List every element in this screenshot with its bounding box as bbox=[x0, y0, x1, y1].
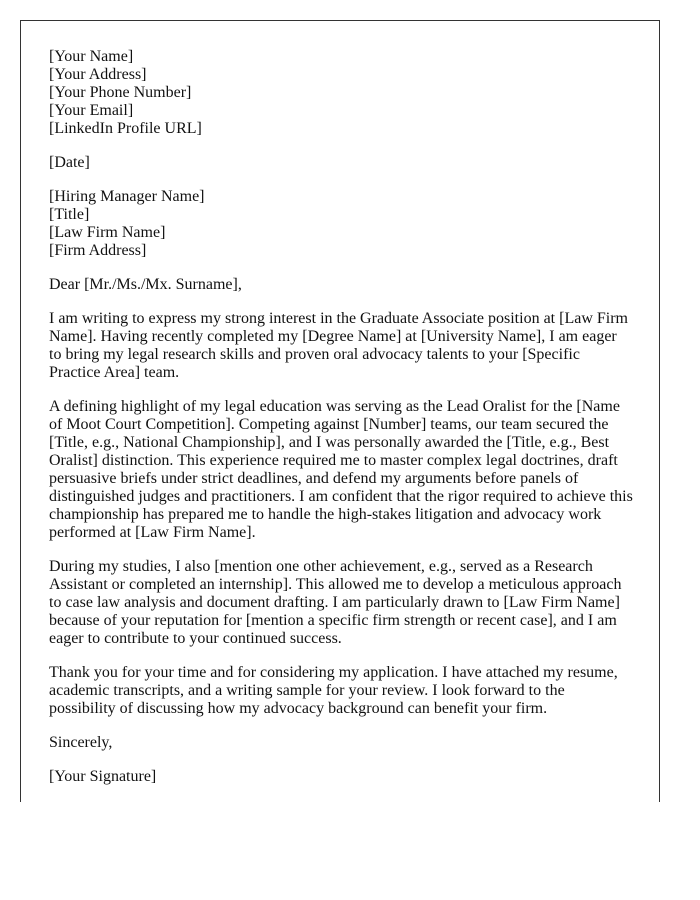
paragraph-line: persuasive briefs under strict deadlines, and defend my arguments before panels of bbox=[49, 470, 579, 487]
paragraph-line: academic transcripts, and a writing sample for your review. I look forward to the bbox=[49, 682, 565, 699]
date-block bbox=[49, 154, 635, 172]
paragraph-line: Practice Area] team. bbox=[49, 364, 180, 381]
paragraph-line: Name]. Having recently completed my [Degree Name] at [University Name], I am eager bbox=[49, 328, 617, 345]
body-paragraph-studies bbox=[49, 558, 635, 648]
signature-block bbox=[49, 768, 635, 786]
paragraph-line: [Title, e.g., National Championship], and I was personally awarded the [Title, e.g., Best bbox=[49, 434, 610, 451]
paragraph-line: eager to contribute to your continued success. bbox=[49, 630, 342, 647]
signature: [Your Signature] bbox=[49, 768, 157, 785]
recipient-name: [Hiring Manager Name] bbox=[49, 188, 205, 205]
sender-phone: [Your Phone Number] bbox=[49, 84, 192, 101]
paragraph-line: Assistant or completed an internship]. This allowed me to develop a meticulous approach bbox=[49, 576, 622, 593]
salutation-block bbox=[49, 276, 635, 294]
recipient-block bbox=[49, 188, 635, 260]
salutation: Dear [Mr./Ms./Mx. Surname], bbox=[49, 276, 242, 293]
letter-date: [Date] bbox=[49, 154, 90, 171]
letter-content bbox=[49, 48, 635, 802]
sender-linkedin: [LinkedIn Profile URL] bbox=[49, 120, 202, 137]
recipient-firm: [Law Firm Name] bbox=[49, 224, 166, 241]
sender-block bbox=[49, 48, 635, 138]
sender-address: [Your Address] bbox=[49, 66, 147, 83]
paragraph-line: During my studies, I also [mention one other achievement, e.g., served as a Research bbox=[49, 558, 593, 575]
closing-block bbox=[49, 734, 635, 752]
paragraph-line: A defining highlight of my legal education was serving as the Lead Oralist for the [Name bbox=[49, 398, 620, 415]
letter-page bbox=[20, 20, 660, 802]
paragraph-line: I am writing to express my strong interest in the Graduate Associate position at [Law Firm bbox=[49, 310, 628, 327]
sender-email: [Your Email] bbox=[49, 102, 134, 119]
paragraph-line: to case law analysis and document drafting. I am particularly drawn to [Law Firm Name] bbox=[49, 594, 620, 611]
paragraph-line: Thank you for your time and for considering my application. I have attached my resume, bbox=[49, 664, 618, 681]
body-paragraph-moot-court bbox=[49, 398, 635, 542]
paragraph-line: to bring my legal research skills and proven oral advocacy talents to your [Specific bbox=[49, 346, 580, 363]
paragraph-line: championship has prepared me to handle the high-stakes litigation and advocacy work bbox=[49, 506, 602, 523]
paragraph-line: because of your reputation for [mention a specific firm strength or recent case], and I am bbox=[49, 612, 617, 629]
body-paragraph-closing bbox=[49, 664, 635, 718]
sender-name: [Your Name] bbox=[49, 48, 134, 65]
paragraph-line: of Moot Court Competition]. Competing against [Number] teams, our team secured the bbox=[49, 416, 609, 433]
paragraph-line: performed at [Law Firm Name]. bbox=[49, 524, 256, 541]
paragraph-line: possibility of discussing how my advocacy background can benefit your firm. bbox=[49, 700, 548, 717]
closing: Sincerely, bbox=[49, 734, 113, 751]
paragraph-line: Oralist] distinction. This experience required me to master complex legal doctrines, draft bbox=[49, 452, 618, 469]
body-paragraph-intro bbox=[49, 310, 635, 382]
recipient-title: [Title] bbox=[49, 206, 90, 223]
paragraph-line: distinguished judges and practitioners. I am confident that the rigor required to achieve this bbox=[49, 488, 633, 505]
recipient-address: [Firm Address] bbox=[49, 242, 147, 259]
